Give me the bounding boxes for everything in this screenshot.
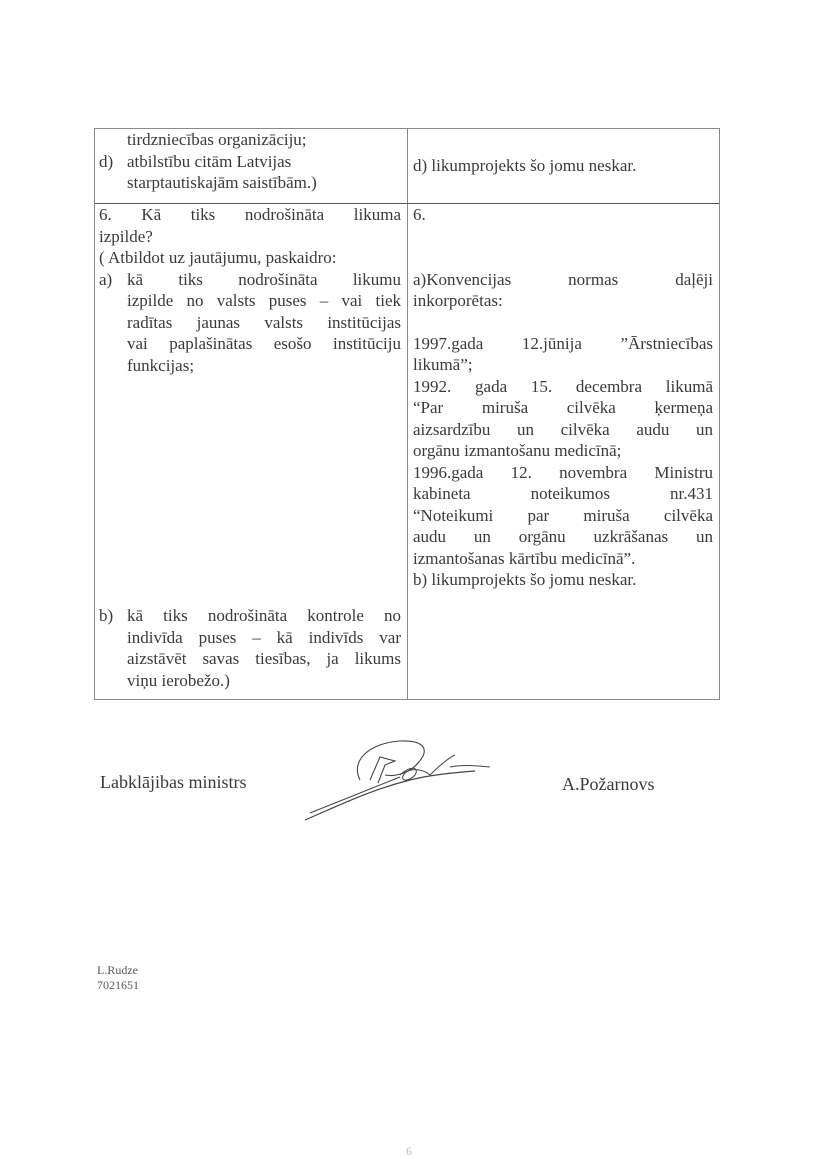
signatory-title: Labklājibas ministrs <box>100 772 247 792</box>
item-a-line: kā tiks nodrošināta likumu <box>127 269 401 289</box>
row2-left-cell <box>99 204 401 376</box>
answer-line: inkorporētas: <box>413 291 503 310</box>
author-phone: 7021651 <box>97 978 139 992</box>
answer-line: 1997.gada 12.jūnija ”Ārstniecības <box>413 333 713 353</box>
row2-left-cell-b <box>99 605 401 691</box>
question-line: izpilde? <box>99 226 153 246</box>
item-a-line: izpilde no valsts puses – vai tiek <box>127 291 401 310</box>
answer-line: izmantošanas kārtību medicīnā”. <box>413 548 636 568</box>
row1-left-cell <box>99 129 401 194</box>
item-b <box>99 605 401 691</box>
item-b-label: b) <box>99 606 114 625</box>
answer-line: 1996.gada 12. novembra Ministru <box>413 462 713 482</box>
item-b-line: kā tiks nodrošināta kontrole no <box>127 606 401 625</box>
item-d <box>99 151 401 194</box>
item-a-line: vai paplašinātas esošo institūciju <box>127 334 401 353</box>
answer-line: “Noteikumi par miruša cilvēka <box>413 505 713 525</box>
item-a-line: funkcijas; <box>127 355 195 375</box>
item-d-line: atbilstību citām Latvijas <box>127 151 292 171</box>
answer-line: kabineta noteikumos nr.431 <box>413 484 713 503</box>
answer-line: a)Konvencijas normas daļēji <box>413 269 713 289</box>
answer-line: orgānu izmantošanu medicīnā; <box>413 441 622 460</box>
handwritten-signature <box>300 735 500 825</box>
answer-line: 1992. gada 15. decembra likumā <box>413 376 713 396</box>
answer-line: aizsardzību un cilvēka audu un <box>413 419 713 439</box>
answer-b: b) likumprojekts šo jomu neskar. <box>413 570 637 589</box>
item-b-line: aizstāvēt savas tiesības, ja likums <box>127 649 401 668</box>
page-number: 6 <box>406 1144 412 1158</box>
author-name: L.Rudze <box>97 963 138 977</box>
column-divider <box>407 129 408 699</box>
item-a-label: a) <box>99 269 113 289</box>
item-d-label: d) <box>99 151 114 171</box>
item-a <box>99 269 401 377</box>
row2-right-cell <box>413 204 713 591</box>
question-line: ( Atbildot uz jautājumu, paskaidro: <box>99 248 337 267</box>
continuation-line: tirdzniecības organizāciju; <box>127 130 307 149</box>
answer-d: d) likumprojekts šo jomu neskar. <box>413 156 637 175</box>
answer-line: likumā”; <box>413 355 473 374</box>
question-line: 6. Kā tiks nodrošināta likuma <box>99 205 401 224</box>
answer-line: audu un orgānu uzkrāšanas un <box>413 527 713 546</box>
row1-right-cell <box>413 155 713 177</box>
assessment-table <box>94 128 720 700</box>
answer-line: “Par miruša cilvēka ķermeņa <box>413 398 713 417</box>
item-a-line: radītas jaunas valsts institūcijas <box>127 312 401 332</box>
signatory-name: A.Požarnovs <box>562 774 655 794</box>
item-b-line: indivīda puses – kā indivīds var <box>127 627 401 647</box>
item-b-line: viņu ierobežo.) <box>127 670 230 690</box>
answer-number: 6. <box>413 205 426 224</box>
item-d-line: starptautiskajām saistībām.) <box>127 173 317 192</box>
